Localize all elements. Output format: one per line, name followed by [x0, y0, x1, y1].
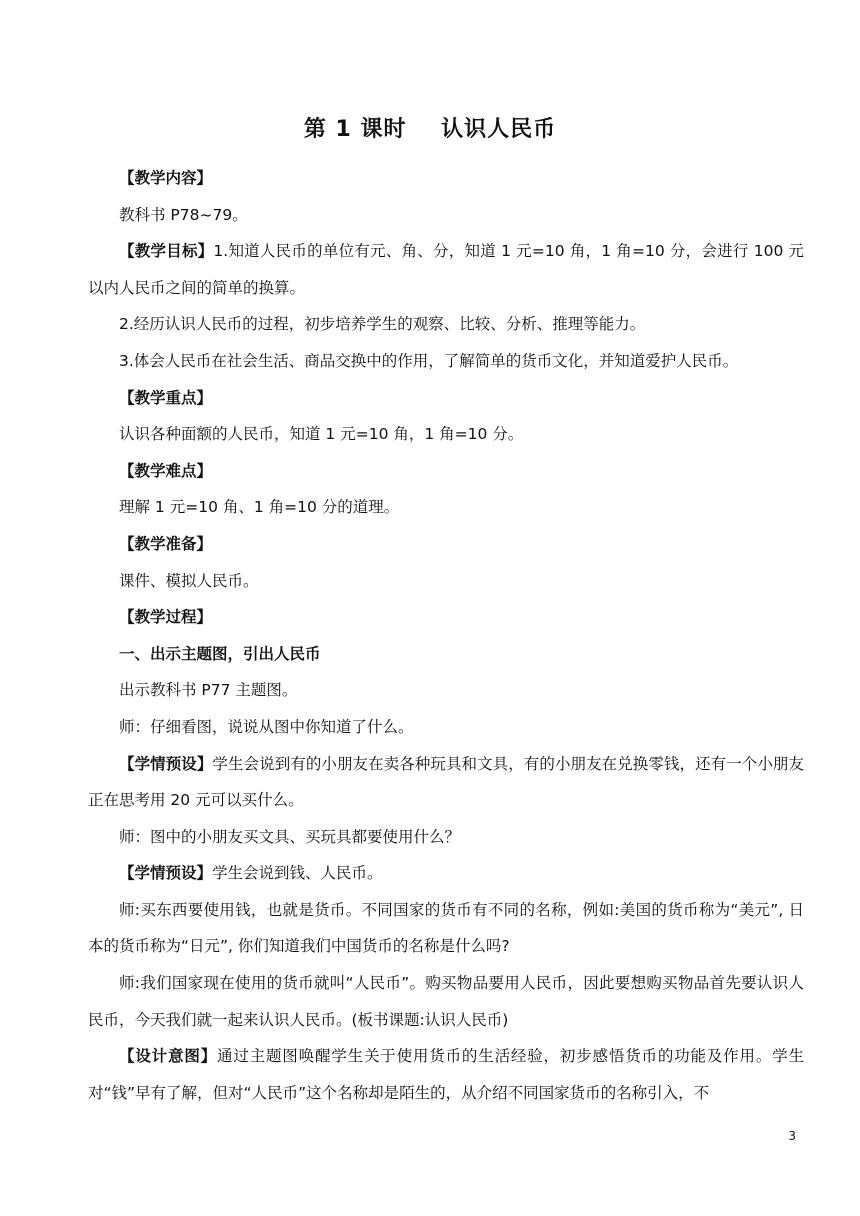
teaching-content-heading: [88, 160, 804, 197]
section-heading: 【设计意图】: [119, 1047, 217, 1066]
preparation-text: 课件、模拟人民币。: [119, 571, 259, 590]
section-heading: 【教学过程】: [119, 608, 213, 627]
teacher-line-2: 师：图中的小朋友买文具、买玩具都要使用什么？: [119, 827, 461, 846]
difficulty-heading: [88, 453, 804, 490]
difficulty-text: 理解 1 元=10 角、1 角=10 分的道理。: [119, 498, 400, 517]
section-heading: 【教学难点】: [119, 461, 213, 480]
section-heading: 【教学准备】: [119, 534, 213, 553]
teaching-content-text: 教科书 P78~79。: [119, 205, 248, 224]
section-heading: 【教学内容】: [119, 169, 213, 187]
section-heading: 【学情预设】: [119, 754, 213, 773]
page-number: 3: [788, 1129, 796, 1143]
design-intent: [88, 1038, 804, 1111]
prediction-text: 学生会说到有的小朋友在卖各种玩具和文具，有的小朋友在兑换零钱，还有一个小朋友正在思考用 20 元可以买什么。: [88, 754, 804, 810]
page-title: 第 1 课时 认识人民币: [303, 117, 557, 142]
step-1-text: 出示教科书 P77 主题图。: [119, 681, 298, 700]
preparation-heading: [88, 526, 804, 563]
teaching-goal-1: [88, 233, 804, 306]
prediction-text: 学生会说到钱、人民币。: [212, 864, 383, 883]
section-heading: 【教学目标】: [119, 242, 214, 261]
student-prediction-2: [88, 855, 804, 892]
key-point-text: 认识各种面额的人民币，知道 1 元=10 角，1 角=10 分。: [119, 425, 524, 444]
lesson-body: [88, 160, 804, 1111]
teacher-line-1: 师：仔细看图，说说从图中你知道了什么。: [119, 717, 414, 736]
section-heading: 【教学重点】: [119, 388, 213, 407]
teaching-goal-2: 2.经历认识人民币的过程，初步培养学生的观察、比较、分析、推理等能力。: [119, 315, 646, 334]
teacher-line-4: 师:我们国家现在使用的货币就叫“人民币”。购买物品要用人民币，因此要想购买物品首先要认识人民币，今天我们就一起来认识人民币。(板书课题:认识人民币): [88, 974, 804, 1029]
section-heading: 【学情预设】: [119, 864, 213, 883]
key-point-heading: [88, 380, 804, 417]
teacher-line-3: 师:买东西要使用钱，也就是货币。不同国家的货币有不同的名称，例如:美国的货币称为“美元”, 日本的货币称为“日元”, 你们知道我们中国货币的名称是什么吗?: [88, 900, 804, 956]
process-heading: [88, 599, 804, 636]
teaching-goal-3: 3.体会人民币在社会生活、商品交换中的作用，了解简单的货币文化，并知道爱护人民币。: [119, 351, 739, 370]
step-1-heading: 一、出示主题图，引出人民币: [119, 644, 321, 663]
student-prediction-1: [88, 746, 804, 819]
goal-text: 1.知道人民币的单位有元、角、分，知道 1 元=10 角，1 角=10 分，会进行 100 元以内人民币之间的简单的换算。: [88, 242, 804, 297]
design-text: 通过主题图唤醒学生关于使用货币的生活经验，初步感悟货币的功能及作用。学生对“钱”早有了解，但对“人民币”这个名称却是陌生的，从介绍不同国家货币的名称引入，不: [88, 1047, 804, 1102]
